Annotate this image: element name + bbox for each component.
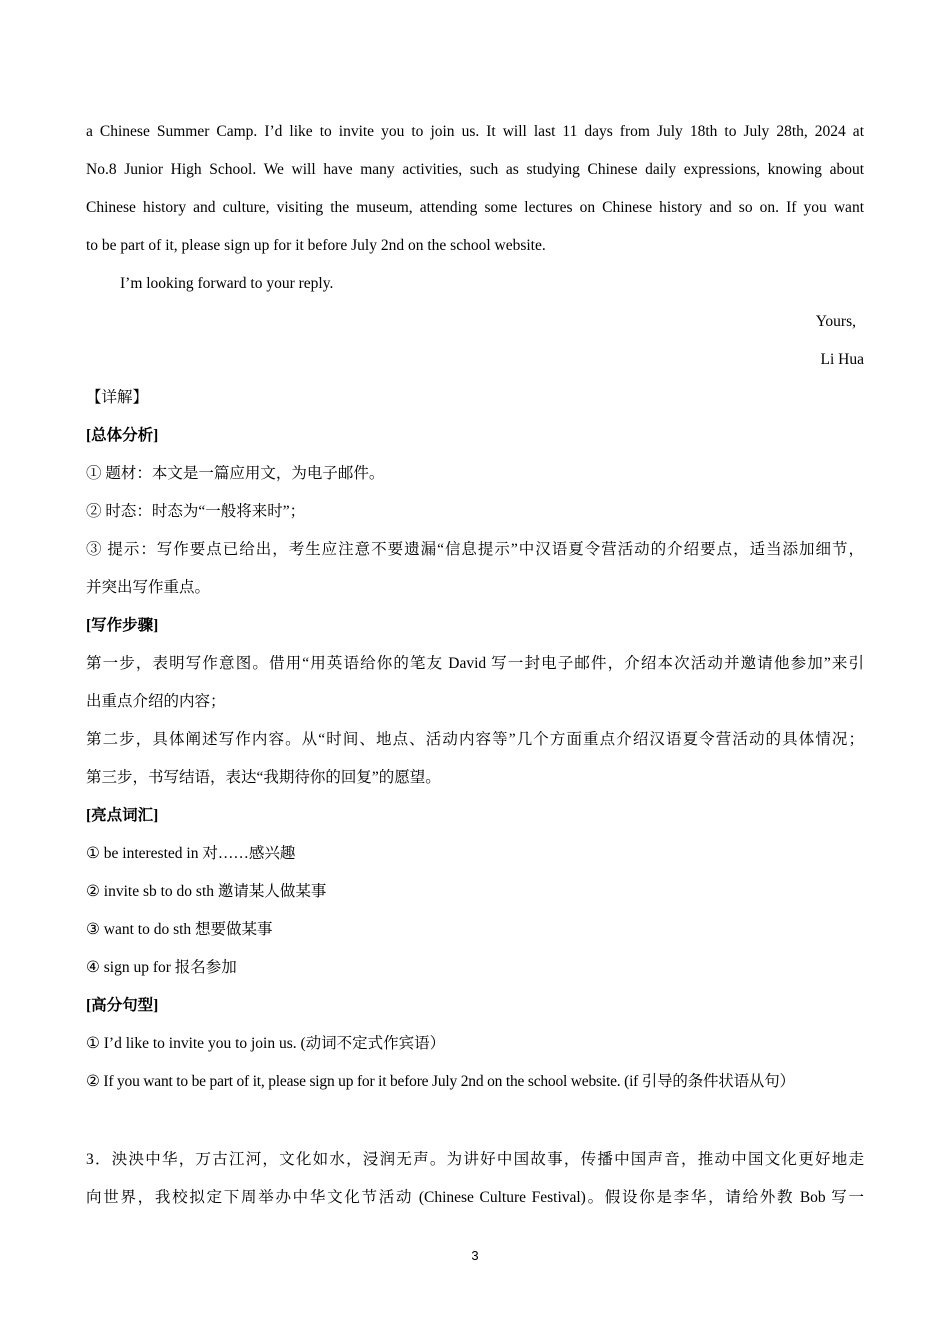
page-number: 3: [471, 1248, 479, 1263]
vocab-item: ④ sign up for 报名参加: [86, 959, 237, 976]
question3-line: 3．泱泱中华，万古江河，文化如水，浸润无声。为讲好中国故事，传播中国声音，推动中国文化更好地走: [86, 1151, 864, 1168]
vocab-item: ② invite sb to do sth 邀请某人做某事: [86, 883, 327, 900]
letter-body-line: Chinese history and culture, visiting the museum, attending some lectures on Chinese history and so on. If you want: [86, 199, 864, 216]
letter-closing-line: I’m looking forward to your reply.: [120, 275, 334, 292]
writing-steps-title: [写作步骤]: [86, 617, 159, 634]
letter-sign-off: Yours,: [815, 313, 856, 330]
sentence-item: ① I’d like to invite you to join us. (动词不定式作宾语）: [86, 1035, 446, 1052]
vocab-item: ① be interested in 对……感兴趣: [86, 845, 296, 862]
sentence-item: ② If you want to be part of it, please sign up for it before July 2nd on the school website. (if 引导的条件状语从句）: [86, 1073, 795, 1090]
sentences-title: [高分句型]: [86, 997, 159, 1014]
explanation-heading: 【详解】: [86, 389, 149, 406]
question3-line: 向世界，我校拟定下周举办中华文化节活动 (Chinese Culture Festival)。假设你是李华，请给外教 Bob 写一: [86, 1189, 864, 1206]
vocab-item: ③ want to do sth 想要做某事: [86, 921, 273, 938]
overall-item: ② 时态：时态为“一般将来时”；: [86, 503, 306, 520]
letter-body-line: to be part of it, please sign up for it before July 2nd on the school website.: [86, 237, 546, 254]
letter-signature: Li Hua: [820, 351, 864, 368]
step2-line: 第二步，具体阐述写作内容。从“时间、地点、活动内容等”几个方面重点介绍汉语夏令营活动的具体情况；: [86, 731, 864, 748]
vocab-title: [亮点词汇]: [86, 807, 159, 824]
step3-line: 第三步，书写结语，表达“我期待你的回复”的愿望。: [86, 769, 441, 786]
overall-tip-line: ③ 提示：写作要点已给出，考生应注意不要遗漏“信息提示”中汉语夏令营活动的介绍要点，适当添加细节，: [86, 541, 864, 558]
overall-tip-line: 并突出写作重点。: [86, 579, 211, 596]
letter-body-line: a Chinese Summer Camp. I’d like to invite you to join us. It will last 11 days from July 18th to July 28th, 2024 at: [86, 123, 864, 140]
letter-body-line: No.8 Junior High School. We will have many activities, such as studying Chinese daily expressions, knowing about: [86, 161, 864, 178]
overall-analysis-title: [总体分析]: [86, 427, 159, 444]
step1-line: 第一步，表明写作意图。借用“用英语给你的笔友 David 写一封电子邮件，介绍本次活动并邀请他参加”来引: [86, 655, 864, 672]
overall-item: ① 题材：本文是一篇应用文，为电子邮件。: [86, 465, 385, 482]
step1-line: 出重点介绍的内容；: [86, 693, 226, 710]
